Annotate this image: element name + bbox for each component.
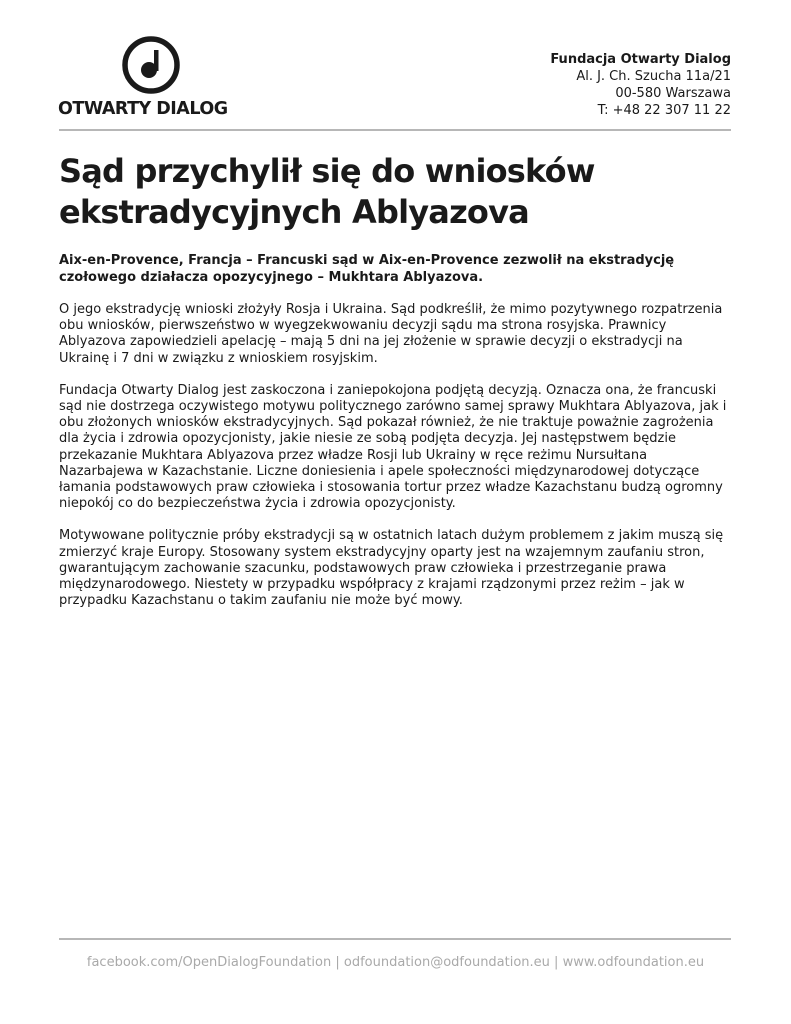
footer-divider bbox=[59, 938, 731, 940]
body-paragraph: O jego ekstradycję wnioski złożyły Rosja i Ukraina. Sąd podkreślił, że mimo pozytywnego rozpatrzenia obu wniosków, pierwszeństwo w wyegzekwowaniu decyzji sądu ma strona rosyjska. Prawnicy Ablyazova zapowiedzieli apelację – mają 5 dni na jej złożenie w sprawie decyzji o ekstradycji na Ukrainę i 7 dni w związku z wnioskiem rosyjskim. bbox=[59, 302, 723, 366]
article-headline: Sąd przychylił się do wniosków ekstradycyjnych Ablyazova bbox=[59, 152, 595, 231]
body-paragraph: Fundacja Otwarty Dialog jest zaskoczona i zaniepokojona podjętą decyzją. Oznacza ona, że francuski sąd nie dostrzega oczywistego motywu politycznego zarówno samej sprawy Mukhtara Ablyazova, jak i obu złożonych wniosków ekstradycyjnych. Sąd pokazał również, że nie traktuje poważnie zagrożenia dla życia i zdrowia opozycjonisty, jakie niesie ze sobą podjęta decyzja. Jej następstwem będzie przekazanie Mukhtara Ablyazova przez władze Rosji lub Ukrainy w ręce reżimu Nursułtana Nazarbajewa w Kazachstanie. Liczne doniesienia i apele społeczności międzynarodowej dotyczące łamania podstawowych praw człowieka i stosowania tortur przez władze Kazachstanu budzą ogromny niepokój co do bezpieczeństwa życia i zdrowia opozycjonisty. bbox=[59, 382, 727, 512]
phone-number: T: +48 22 307 11 22 bbox=[597, 103, 731, 118]
address-city: 00-580 Warszawa bbox=[615, 86, 731, 101]
footer-contact-links: facebook.com/OpenDialogFoundation | odfoundation@odfoundation.eu | www.odfoundation.eu bbox=[86, 955, 705, 970]
contact-address bbox=[550, 51, 731, 119]
music-note-circle-icon bbox=[120, 34, 182, 96]
logo-text: OTWARTY DIALOG bbox=[58, 99, 228, 119]
body-paragraph: Motywowane politycznie próby ekstradycji są w ostatnich latach dużym problemem z jakim muszą się zmierzyć kraje Europy. Stosowany system ekstradycyjny oparty jest na wzajemnym zaufaniu stron, gwarantującym zachowanie szacunku, podstawowych praw człowieka i przestrzeganie prawa międzynarodowego. Niestety w przypadku współpracy z krajami rządzonymi przez reżim – jak w przypadku Kazachstanu o takim zaufaniu nie może być mowy. bbox=[59, 528, 724, 609]
article-body bbox=[59, 302, 731, 625]
article-lead: Aix-en-Provence, Francja – Francuski sąd w Aix-en-Provence zezwolił na ekstradycję czołowego działacza opozycyjnego – Mukhtara Ablyazova. bbox=[59, 253, 675, 285]
org-name: Fundacja Otwarty Dialog bbox=[550, 52, 731, 67]
header-divider bbox=[59, 129, 731, 131]
address-street: Al. J. Ch. Szucha 11a/21 bbox=[576, 69, 731, 84]
